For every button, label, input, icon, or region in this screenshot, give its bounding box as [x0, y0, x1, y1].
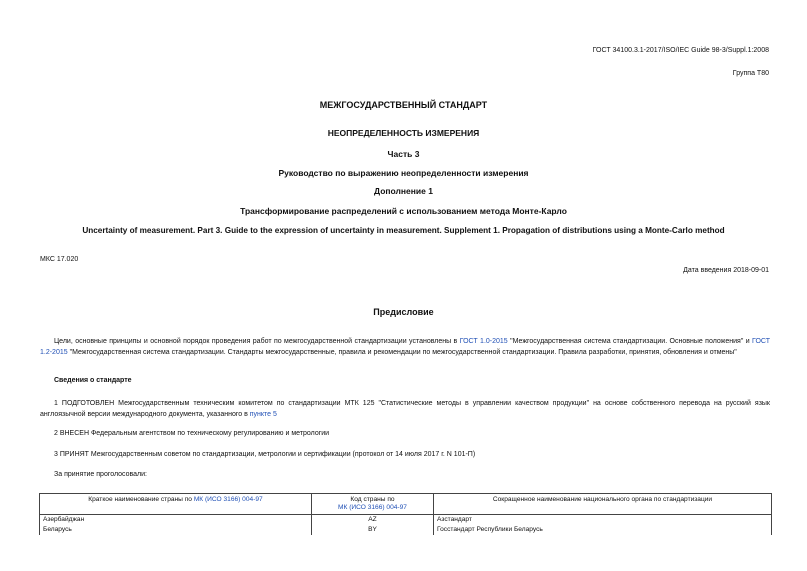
english-title: Uncertainty of measurement. Part 3. Guide to the expression of uncertainty in measurement. Supplement 1. Propagation of distributions using a Monte-Carlo method: [82, 226, 725, 235]
info-item-1: [40, 398, 770, 420]
gost-1-2-link[interactable]: ГОСТ 1.2-2015: [40, 338, 770, 356]
preface-text-start: Цели, основные принципы и основной порядок проведения работ по межгосударственной стандартизации установлены в: [54, 338, 460, 345]
voted-label: За принятие проголосовали:: [54, 471, 147, 478]
info-item-1-text: 1 ПОДГОТОВЛЕН Межгосударственным техническим комитетом по стандартизации МТК 125 "Статистические методы в управлении качеством продукции" на основе собственного перевода на русский язык англоязычной версии международного документа, указанного в: [40, 400, 770, 418]
header-code: Код страны по МК (ИСО 3166) 004-97: [312, 494, 434, 515]
supplement-title: Трансформирование распределений с использованием метода Монте-Карло: [240, 206, 567, 216]
body-cell: Госстандарт Республики Беларусь: [434, 525, 772, 535]
preface-text-mid: "Межгосударственная система стандартизации. Основные положения" и: [507, 338, 753, 345]
voting-table: [39, 493, 772, 535]
mk-iso-code-link[interactable]: МК (ИСО 3166) 004-97: [338, 504, 407, 511]
preface-paragraph: [40, 336, 770, 358]
standard-type-heading: МЕЖГОСУДАРСТВЕННЫЙ СТАНДАРТ: [319, 100, 488, 110]
effective-date: Дата введения 2018-09-01: [683, 267, 769, 274]
part-label: Часть 3: [387, 149, 420, 159]
gost-1-0-link[interactable]: ГОСТ 1.0-2015: [459, 338, 508, 345]
header-country: Краткое наименование страны по МК (ИСО 3166) 004-97: [40, 494, 312, 515]
preface-heading: Предисловие: [373, 307, 434, 317]
clause-5-link[interactable]: пункте 5: [249, 411, 277, 418]
table-row: [40, 525, 772, 535]
body-cell: Азстандарт: [434, 515, 772, 526]
preface-text-end: "Межгосударственная система стандартизации. Стандарты межгосударственные, правила и рекомендации по межгосударственной стандартизации. Правила разработки, принятия, обновления и отмены": [67, 349, 737, 356]
group-label: Группа Т80: [732, 70, 769, 77]
table-header-row: [40, 494, 772, 515]
header-body: Сокращенное наименование национального органа по стандартизации: [434, 494, 772, 515]
info-item-2: 2 ВНЕСЕН Федеральным агентством по техническому регулированию и метрологии: [54, 430, 330, 437]
table-row: [40, 515, 772, 526]
code-cell: BY: [312, 525, 434, 535]
info-item-3: 3 ПРИНЯТ Межгосударственным советом по стандартизации, метрологии и сертификации (протокол от 14 июля 2017 г. N 101-П): [54, 451, 476, 458]
country-cell: Азербайджан: [40, 515, 312, 526]
document-code: ГОСТ 34100.3.1-2017/ISO/IEC Guide 98-3/Suppl.1:2008: [592, 47, 769, 54]
mk-iso-link[interactable]: МК (ИСО 3166) 004-97: [193, 496, 263, 503]
info-heading: Сведения о стандарте: [54, 377, 132, 384]
standard-title: НЕОПРЕДЕЛЕННОСТЬ ИЗМЕРЕНИЯ: [327, 128, 480, 138]
code-cell: AZ: [312, 515, 434, 526]
guide-title: Руководство по выражению неопределенности измерения: [278, 168, 529, 178]
supplement-label: Дополнение 1: [374, 186, 433, 196]
country-cell: Беларусь: [40, 525, 312, 535]
mks-code: МКС 17.020: [40, 256, 79, 263]
